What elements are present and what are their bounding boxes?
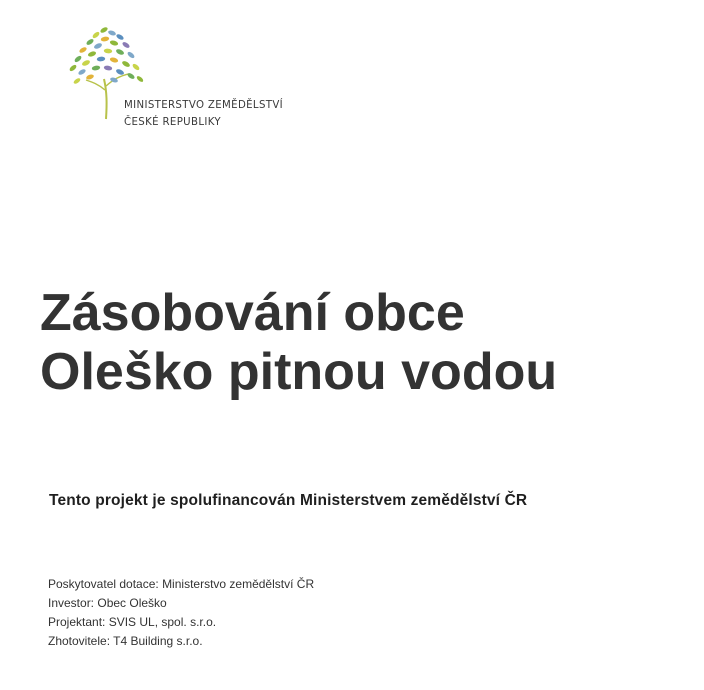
ministry-name [124,97,283,131]
ministry-name-line1: MINISTERSTVO ZEMĚDĚLSTVÍ [124,100,284,111]
detail-investor: Investor: Obec Oleško [48,596,167,610]
detail-designer: Projektant: SVIS UL, spol. s.r.o. [48,615,217,629]
ministry-name-line2: ČESKÉ REPUBLIKY [124,117,221,128]
project-title [40,284,557,402]
project-title-line1: Zásobování obce [40,284,465,342]
ministry-logo [68,24,338,134]
detail-contractor: Zhotovitele: T4 Building s.r.o. [48,634,203,648]
project-title-line2: Oleško pitnou vodou [40,343,558,401]
funding-statement: Tento projekt je spolufinancován Ministerstvem zemědělství ČR [49,492,528,509]
project-details [48,575,314,651]
detail-grant-provider: Poskytovatel dotace: Ministerstvo zemědělství ČR [48,577,315,591]
